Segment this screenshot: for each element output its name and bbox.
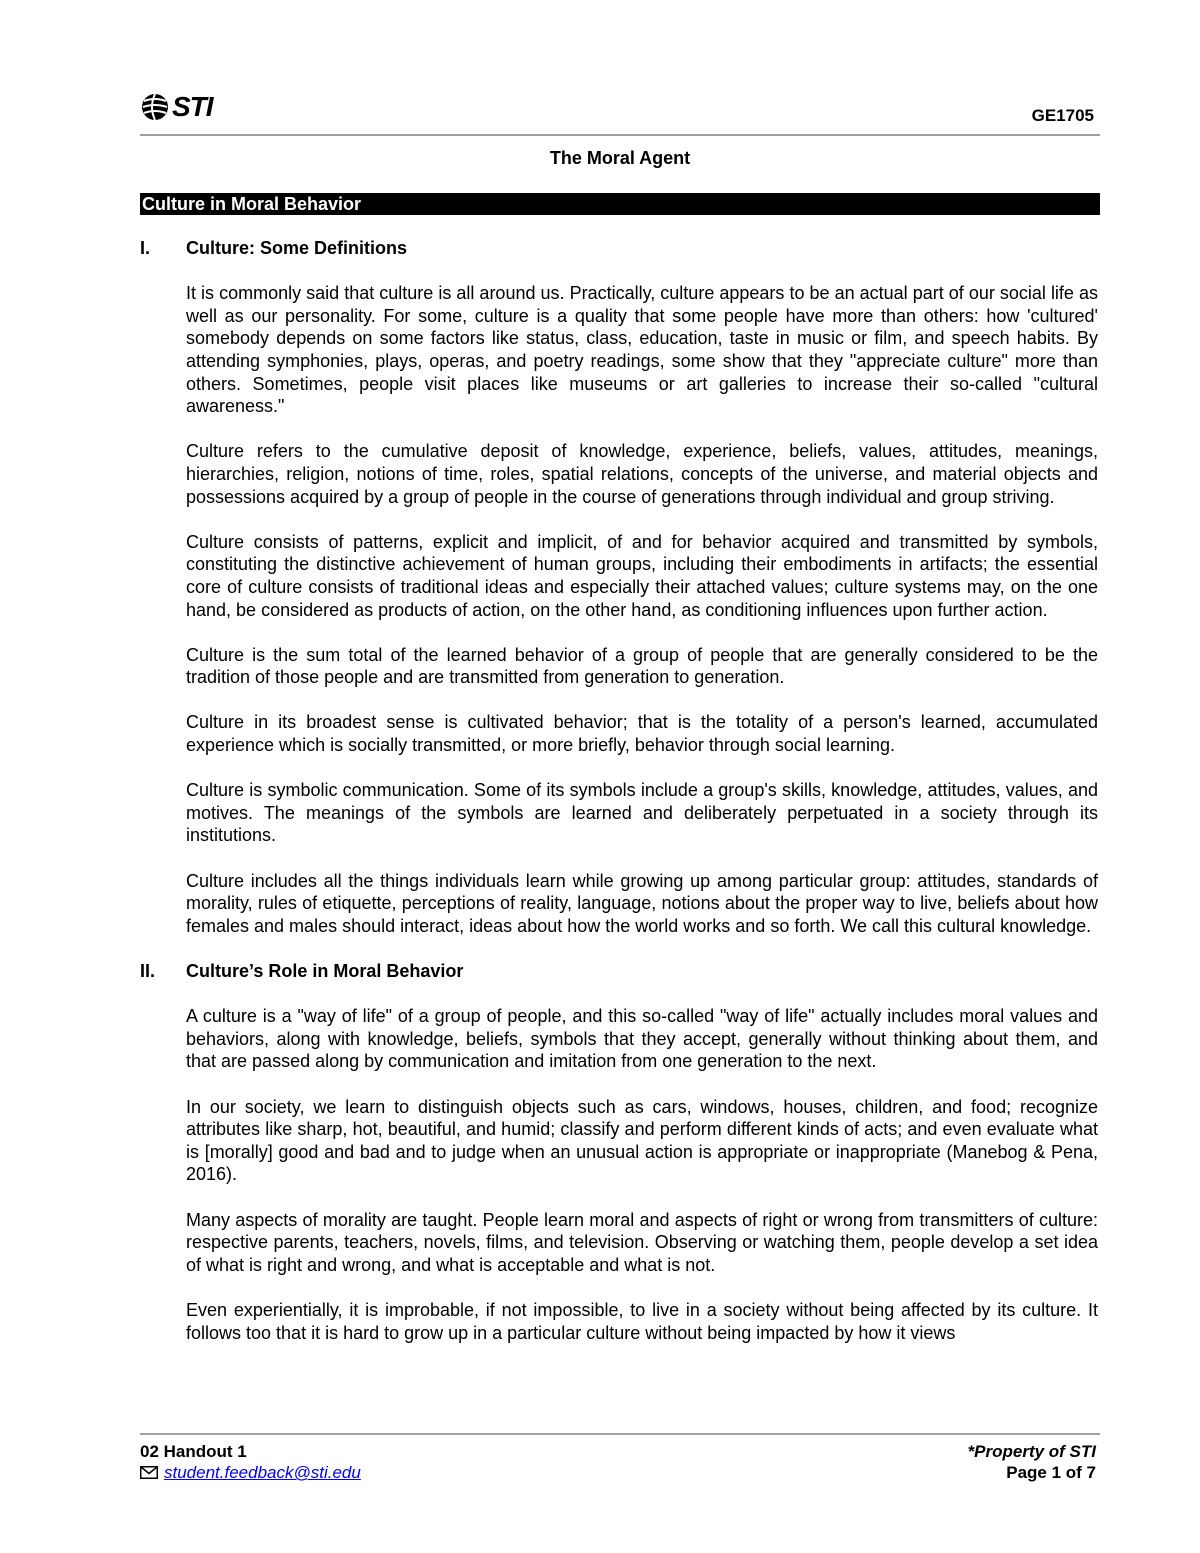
paragraph: Many aspects of morality are taught. People learn moral and aspects of right or wrong from transmitters of culture: respective parents, teachers, novels, films, and television. Observing or watching them, people develop a set idea of what is right and wrong, and what is acceptable and what is not. <box>186 1209 1098 1275</box>
email-row <box>140 1462 361 1483</box>
header-divider <box>140 134 1100 136</box>
page-title: The Moral Agent <box>549 148 691 168</box>
document-body <box>140 237 1098 1367</box>
envelope-icon <box>140 1466 158 1479</box>
paragraph: Culture includes all the things individuals learn while growing up among particular group: attitudes, standards of morality, rules of etiquette, perceptions of reality, language, notions about the proper way to live, beliefs about how females and males should interact, ideas about how the world works and so forth. We call this cultural knowledge. <box>186 870 1098 936</box>
section-heading <box>140 960 1098 983</box>
section-2 <box>140 960 1098 1344</box>
section-heading-text: Culture: Some Definitions <box>186 238 408 258</box>
logo-text: STI <box>172 91 213 122</box>
paragraph: Culture consists of patterns, explicit and implicit, of and for behavior acquired and transmitted by symbols, constituting the distinctive achievement of human groups, including their embodiments in artifacts; the essential core of culture consists of traditional ideas and especially their attached values; culture systems may, on the one hand, be considered as products of action, on the other hand, as conditioning influences upon further action. <box>186 531 1098 620</box>
paragraph: Culture in its broadest sense is cultivated behavior; that is the totality of a person's learned, accumulated experience which is socially transmitted, or more briefly, behavior through social learning. <box>186 712 1098 756</box>
section-title-bar: Culture in Moral Behavior <box>140 193 1100 215</box>
paragraph: Culture is symbolic communication. Some of its symbols include a group's skills, knowledge, attitudes, values, and motives. The meanings of the symbols are learned and deliberately perpetuated in a society through its institutions. <box>186 780 1098 846</box>
section-heading <box>140 237 1098 260</box>
sti-logo <box>140 92 213 122</box>
paragraph: Even experientially, it is improbable, if not impossible, to live in a society without being affected by its culture. It follows too that it is hard to grow up in a particular culture without being impacted by how it views <box>186 1299 1098 1343</box>
paragraph: Culture refers to the cumulative deposit of knowledge, experience, beliefs, values, attitudes, meanings, hierarchies, religion, notions of time, roles, spatial relations, concepts of the universe, and material objects and possessions acquired by a group of people in the course of generations through individual and group striving. <box>186 441 1098 507</box>
section-number: II. <box>140 961 156 981</box>
section-heading-text: Culture’s Role in Moral Behavior <box>186 961 464 981</box>
section-1 <box>140 237 1098 937</box>
footer-right <box>968 1441 1096 1483</box>
paragraph: A culture is a "way of life" of a group of people, and this so-called "way of life" actually includes moral values and behaviors, along with knowledge, beliefs, symbols that they accept, generally without thinking about them, and that are passed along by communication and imitation from one generation to the next. <box>186 1006 1098 1072</box>
page-number: Page 1 of 7 <box>1006 1463 1096 1482</box>
footer-divider <box>140 1433 1100 1435</box>
paragraph: In our society, we learn to distinguish objects such as cars, windows, houses, children, and food; recognize attributes like sharp, hot, beautiful, and humid; classify and perform different kinds of acts; and even evaluate what is [morally] good and bad and to judge when an unusual action is appropriate or inappropriate (Manebog & Pena, 2016). <box>186 1096 1098 1185</box>
document-code: GE1705 <box>1031 106 1094 125</box>
paragraph: It is commonly said that culture is all around us. Practically, culture appears to be an actual part of our social life as well as our personality. For some, culture is a quality that some people have more than others: how 'cultured' somebody depends on some factors like status, class, education, taste in music or film, and speech habits. By attending symphonies, plays, operas, and poetry readings, some show that they "appreciate culture" more than others. Sometimes, people visit places like museums or art galleries to increase their so-called "cultural awareness." <box>186 283 1098 417</box>
section-number: I. <box>140 238 151 258</box>
paragraph: Culture is the sum total of the learned behavior of a group of people that are generally considered to be the tradition of those people and are transmitted from generation to generation. <box>186 644 1098 688</box>
property-notice: *Property of STI <box>967 1442 1096 1461</box>
handout-label: 02 Handout 1 <box>140 1442 247 1461</box>
feedback-email-link[interactable]: student.feedback@sti.edu <box>164 1463 361 1482</box>
sti-globe-icon <box>140 92 170 122</box>
footer-left <box>140 1441 361 1483</box>
